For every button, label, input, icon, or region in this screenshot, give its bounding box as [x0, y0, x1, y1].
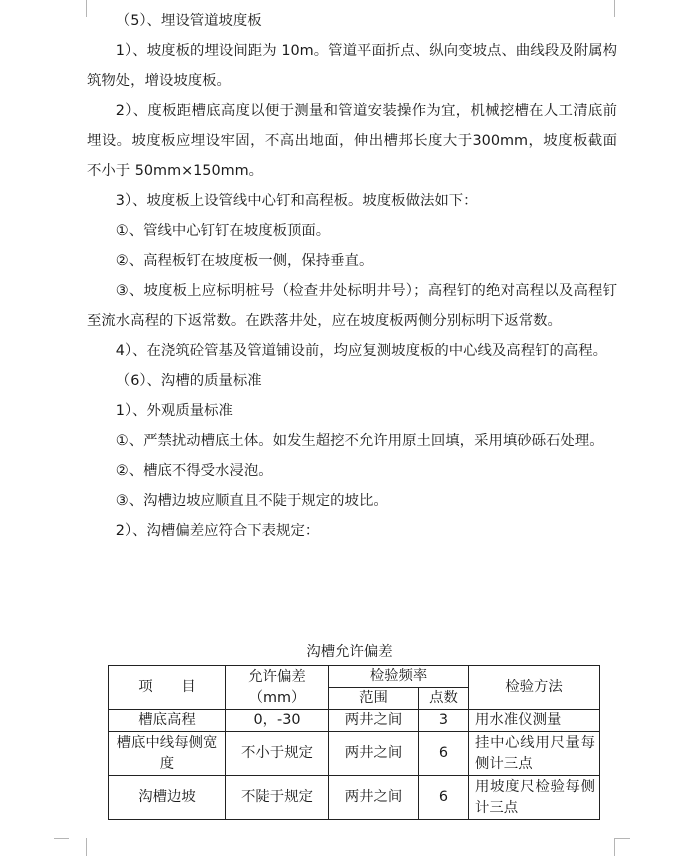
cell-points: 6 — [419, 732, 469, 776]
cell-points: 6 — [419, 776, 469, 820]
paragraph: 1）、外观质量标准 — [115, 403, 233, 419]
cell-method: 用坡度尺检验每侧计三点 — [469, 776, 600, 820]
paragraph: ③、坡度板上应标明桩号（检查井处标明井号）；高程钉的绝对高程以及高程钉至流水高程的下返常数。在跌落井处，应在坡度板两侧分别标明下返常数。 — [87, 283, 617, 329]
cell-method: 用水准仪测量 — [469, 710, 600, 732]
section-heading: （5）、埋设管道坡度板 — [115, 13, 262, 29]
cell-range: 两井之间 — [329, 710, 419, 732]
margin-mark-top-left — [68, 0, 87, 17]
section-heading: （6）、沟槽的质量标准 — [115, 373, 262, 389]
paragraph: 1）、坡度板的埋设间距为 10m。管道平面折点、纵向变坡点、曲线段及附属构筑物处，增设坡度板。 — [87, 43, 617, 89]
header-method: 检验方法 — [469, 666, 600, 710]
margin-mark-bottom-right — [614, 838, 633, 856]
paragraph: ①、管线中心钉钉在坡度板顶面。 — [115, 223, 331, 239]
margin-mark-bottom-left — [68, 838, 87, 856]
paragraph: ①、严禁扰动槽底土体。如发生超挖不允许用原土回填，采用填砂砾石处理。 — [115, 433, 604, 449]
margin-mark-bottom-left-h — [54, 838, 69, 839]
table-row — [109, 732, 600, 776]
cell-range: 两井之间 — [329, 776, 419, 820]
header-points: 点数 — [419, 688, 469, 710]
cell-range: 两井之间 — [329, 732, 419, 776]
header-item: 项 目 — [109, 666, 226, 710]
paragraph: ③、沟槽边坡应顺直且不陡于规定的坡比。 — [115, 493, 388, 509]
paragraph: ②、高程板钉在坡度板一侧，保持垂直。 — [115, 253, 374, 269]
cell-item: 槽底中线每侧宽度 — [109, 732, 226, 776]
paragraph: ②、槽底不得受水浸泡。 — [115, 463, 273, 479]
header-inspection-frequency: 检验频率 — [329, 666, 469, 688]
table-title: 沟槽允许偏差 — [306, 644, 393, 660]
cell-item: 槽底高程 — [109, 710, 226, 732]
paragraph: 3）、坡度板上设管线中心钉和高程板。坡度板做法如下： — [115, 193, 478, 209]
paragraph: 2）、度板距槽底高度以便于测量和管道安装操作为宜，机械挖槽在人工清底前埋设。坡度板应埋设牢固，不高出地面，伸出槽邦长度大于300mm，坡度板截面不小于 50mm×150mm。 — [87, 103, 617, 179]
table-row — [109, 776, 600, 820]
header-allowed-deviation: 允许偏差（mm） — [226, 666, 329, 710]
margin-mark-bottom-right-h — [615, 838, 630, 839]
document-body — [87, 6, 617, 546]
cell-deviation: 0，-30 — [226, 710, 329, 732]
table-header-row — [109, 666, 600, 688]
cell-item: 沟槽边坡 — [109, 776, 226, 820]
cell-deviation: 不小于规定 — [226, 732, 329, 776]
cell-points: 3 — [419, 710, 469, 732]
cell-method: 挂中心线用尺量每侧计三点 — [469, 732, 600, 776]
paragraph: 2）、沟槽偏差应符合下表规定： — [115, 523, 320, 539]
header-range: 范围 — [329, 688, 419, 710]
deviation-table — [108, 665, 600, 820]
paragraph: 4）、在浇筑砼管基及管道铺设前，均应复测坡度板的中心线及高程钉的高程。 — [115, 343, 608, 359]
cell-deviation: 不陡于规定 — [226, 776, 329, 820]
table-row — [109, 710, 600, 732]
